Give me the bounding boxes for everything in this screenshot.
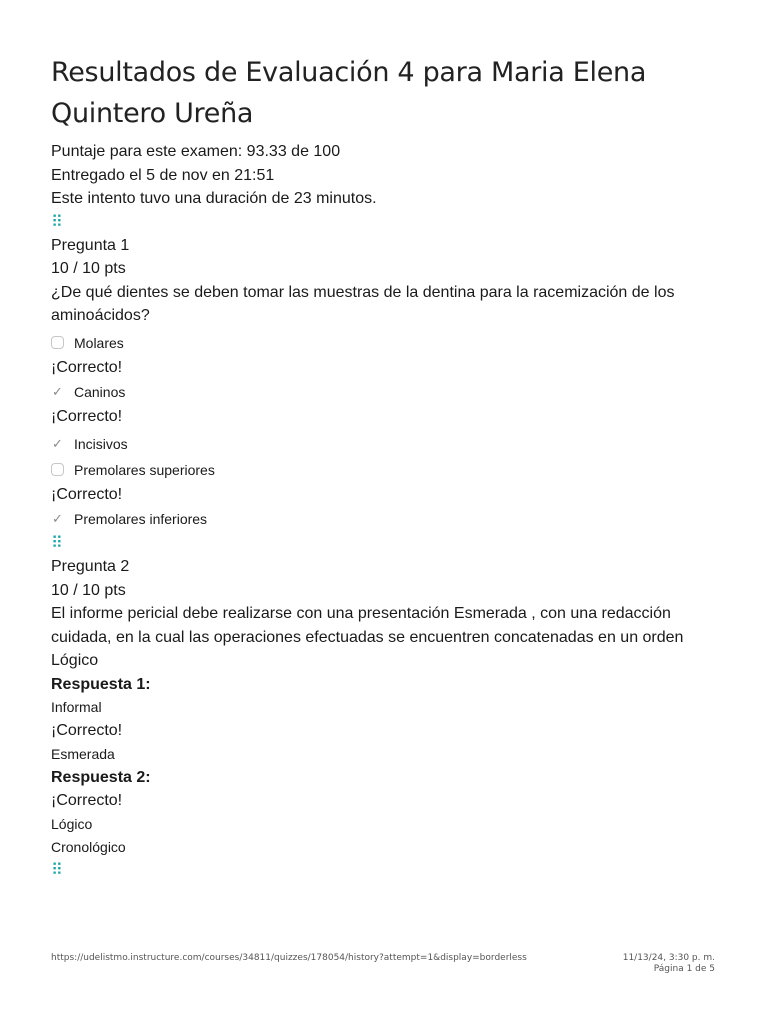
checkbox-icon[interactable] xyxy=(51,463,64,476)
drag-handle-icon[interactable]: ⠿ xyxy=(51,213,61,231)
correct-badge: ¡Correcto! xyxy=(51,408,123,425)
correct-badge: ¡Correcto! xyxy=(51,358,123,376)
submitted-text: Entregado el 5 de nov en 21:51 xyxy=(51,166,275,184)
option-label: Premolares superiores xyxy=(74,461,215,478)
option-label: Premolares inferiores xyxy=(74,511,208,527)
checkmark-icon[interactable]: ✓ xyxy=(52,511,63,526)
option-label: Molares xyxy=(74,334,124,351)
checkmark-icon[interactable]: ✓ xyxy=(52,384,63,399)
option-molares[interactable] xyxy=(51,330,731,356)
score-text: Puntaje para este examen: 93.33 de 100 xyxy=(51,143,341,160)
option-caninos[interactable] xyxy=(51,379,731,405)
answer-1-label: Respuesta 1: xyxy=(51,675,151,693)
correct-badge: ¡Correcto! xyxy=(51,485,123,503)
page-footer xyxy=(51,953,715,975)
question-1-points: 10 / 10 pts xyxy=(51,260,126,277)
question-1-text: ¿De qué dientes se deben tomar las muestras de la dentina para la racemización de los aminoácidos? xyxy=(51,283,675,324)
correct-badge: ¡Correcto! xyxy=(51,722,123,739)
option-label: Incisivos xyxy=(74,435,128,452)
question-1-label: Pregunta 1 xyxy=(51,236,130,254)
answer-option: Lógico xyxy=(51,815,93,832)
option-label: Caninos xyxy=(74,384,126,400)
answer-option: Esmerada xyxy=(51,745,115,762)
page-title xyxy=(51,52,731,134)
drag-handle-icon[interactable]: ⠿ xyxy=(51,535,61,552)
option-premolares-inferiores[interactable] xyxy=(51,506,731,532)
correct-badge: ¡Correcto! xyxy=(51,792,123,809)
question-2-points: 10 / 10 pts xyxy=(51,581,126,599)
footer-url[interactable]: https://udelistmo.instructure.com/courses/34811/quizzes/178054/history?attempt=1&display=borderless xyxy=(51,953,527,963)
footer-meta xyxy=(623,953,715,975)
duration-text: Este intento tuvo una duración de 23 minutos. xyxy=(51,190,377,207)
page-content xyxy=(51,52,731,882)
option-incisivos[interactable] xyxy=(51,431,731,457)
checkbox-icon[interactable] xyxy=(51,336,64,349)
drag-handle-icon[interactable]: ⠿ xyxy=(51,861,61,879)
title-line-1: Resultados de Evaluación 4 para Maria Elena xyxy=(51,57,647,88)
question-2-label: Pregunta 2 xyxy=(51,558,130,575)
footer-page-number: Página 1 de 5 xyxy=(653,964,715,974)
title-line-2: Quintero Ureña xyxy=(51,98,254,129)
question-2-text: El informe pericial debe realizarse con una presentación Esmerada , con una redacción cuidada, en la cual las operaciones efectuadas se encuentren concatenadas en un orden Lógico xyxy=(51,605,684,669)
answer-option: Cronológico xyxy=(51,838,126,855)
footer-datetime: 11/13/24, 3:30 p. m. xyxy=(622,953,715,963)
option-premolares-superiores[interactable] xyxy=(51,457,731,483)
answer-2-label: Respuesta 2: xyxy=(51,768,151,786)
checkmark-icon[interactable]: ✓ xyxy=(52,435,63,451)
answer-option: Informal xyxy=(51,699,102,715)
